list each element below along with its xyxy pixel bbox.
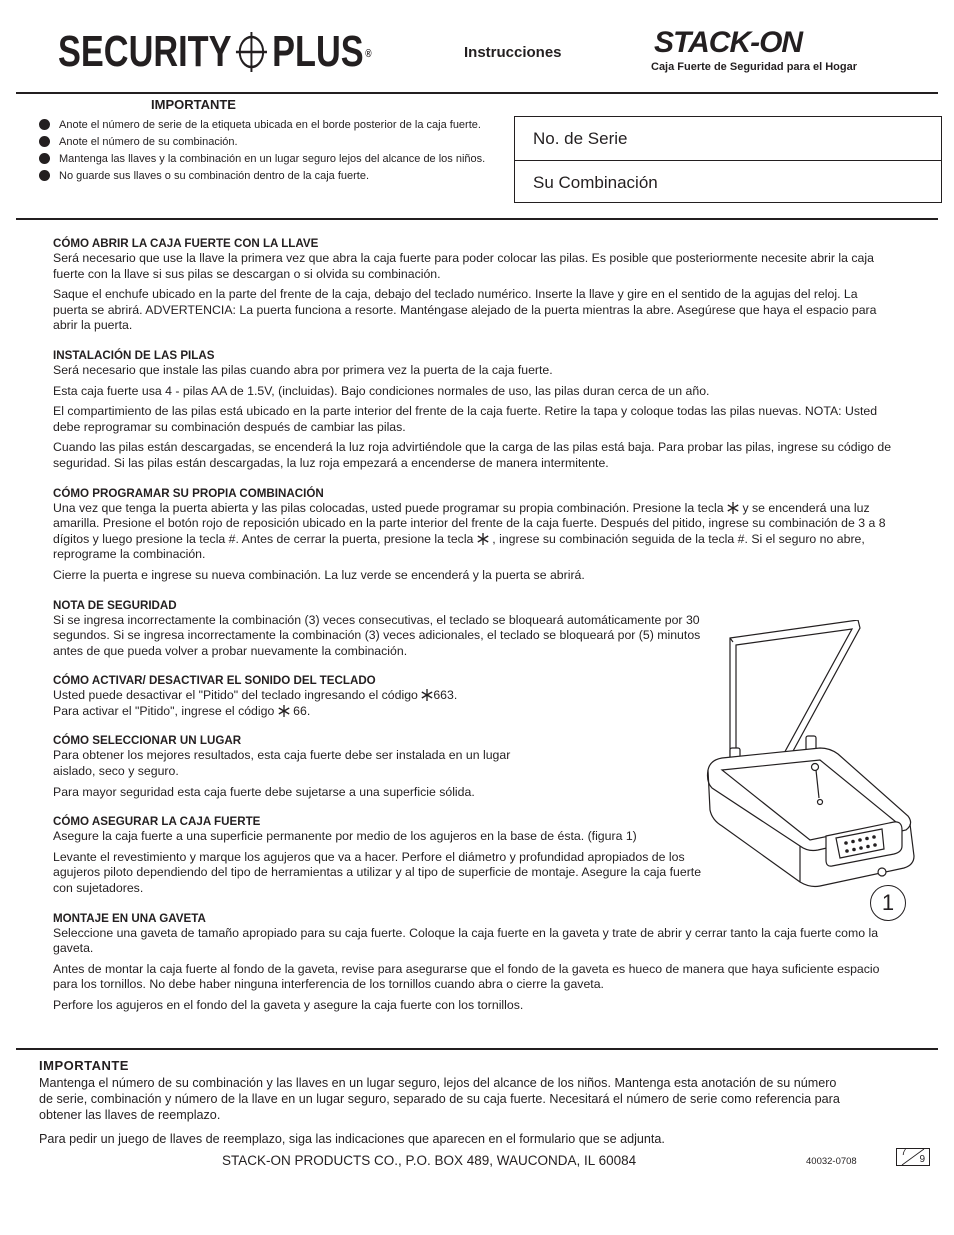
section-title: CÓMO SELECCIONAR UN LUGAR bbox=[53, 734, 242, 748]
asterisk-key-icon bbox=[477, 533, 489, 545]
paragraph: Para obtener los mejores resultados, esta caja fuerte debe ser instalada en un lugar aislado, seco y seguro. bbox=[53, 748, 511, 779]
figure-number: 1 bbox=[870, 885, 906, 921]
paragraph: Saque el enchufe ubicado en la parte del frente de la caja, debajo del teclado numérico. Inserte la llave y gire en el sentido de la agujas del reloj. La puerta se abrirá. ADVERTENCIA: La puerta funciona a resorte. Manténgase alejado de la puerta mientras la abre. Asegúrese que haya el espacio para abrir la puerta. bbox=[53, 287, 877, 333]
paragraph: Cierre la puerta e ingrese su nueva combinación. La luz verde se encenderá y la puerta se abrirá. bbox=[53, 567, 585, 582]
paragraph: Asegure la caja fuerte a una superficie permanente por medio de los agujeros en la base de ésta. (figura 1) bbox=[53, 829, 637, 844]
bullet-icon bbox=[39, 136, 50, 147]
page-total: 9 bbox=[919, 1154, 925, 1165]
paragraph: Cuando las pilas están descargadas, se encenderá la luz roja advirtiéndole que la carga de las pilas está baja. Para probar las pilas, ingrese su código de seguridad. Si las pilas están descargadas, la luz roja empezará a encenderse de manera intermitente. bbox=[53, 440, 892, 470]
combination-field[interactable]: Su Combinación bbox=[515, 160, 941, 203]
safe-illustration bbox=[700, 620, 918, 920]
page-title: Instrucciones bbox=[464, 44, 562, 61]
paragraph: Para mayor seguridad esta caja fuerte debe sujetarse a una superficie sólida. bbox=[53, 784, 475, 799]
paragraph: Levante el revestimiento y marque los agujeros que va a hacer. Perfore el diámetro y profundidad apropiados de los agujeros piloto dependiendo del tipo de herramientas a utilizar y al tipo de superficie de montaje. Asegure la caja fuerte con sujetadores. bbox=[53, 849, 702, 896]
paragraph: Para pedir un juego de llaves de reemplazo, siga las indicaciones que aparecen en el formulario que se adjunta. bbox=[39, 1132, 665, 1146]
security-plus-logo bbox=[58, 27, 372, 76]
asterisk-key-icon bbox=[278, 705, 290, 717]
asterisk-key-icon bbox=[727, 502, 739, 514]
page-indicator bbox=[896, 1148, 930, 1166]
section-title: NOTA DE SEGURIDAD bbox=[53, 598, 177, 612]
footer-divider bbox=[16, 1048, 938, 1050]
paragraph: El compartimiento de las pilas está ubicado en la parte interior del frente de la caja fuerte. Retire la tapa y coloque todas las pilas nuevas. NOTA: Usted debe reprogramar su combinación después de cambiar las pilas. bbox=[53, 404, 878, 434]
registered-mark: ® bbox=[365, 48, 372, 60]
paragraph: Perfore los agujeros en el fondo del la gaveta y asegure la caja fuerte con los tornillos. bbox=[53, 998, 524, 1012]
asterisk-key-icon bbox=[421, 689, 433, 701]
list-item: No guarde sus llaves o su combinación dentro de la caja fuerte. bbox=[39, 169, 489, 183]
section-title: INSTALACIÓN DE LAS PILAS bbox=[53, 348, 215, 362]
bullet-icon bbox=[39, 153, 50, 164]
section-divider bbox=[16, 218, 938, 220]
paragraph: Una vez que tenga la puerta abierta y las pilas colocadas, usted puede programar su propia combinación. Presione la tecla y se encenderá una luz amarilla. Presione el botón rojo de reposición ubicado en la parte interior del frente de la caja fuerte. Después del pitido, ingrese su combinación de 3 a 8 dígitos y luego presione la tecla #. Antes de cerrar la puerta, presione la tecla , ingrese su combinación seguida de la tecla #. Si el seguro no abre, reprograme la combinación. bbox=[53, 500, 886, 562]
paragraph: Antes de montar la caja fuerte al fondo de la gaveta, revise para asegurarse que el fondo de la gaveta es hueco de manera que haya suficiente espacio para los tornillos. No debe haber ninguna interferencia de los tornillos cuando abra o cierre la gaveta. bbox=[53, 961, 880, 992]
logo-right-text: PLUS bbox=[272, 27, 364, 76]
list-item: Anote el número de su combinación. bbox=[39, 135, 489, 149]
section-title: CÓMO PROGRAMAR SU PROPIA COMBINACIÓN bbox=[53, 486, 324, 500]
paragraph: Será necesario que use la llave la primera vez que abra la caja fuerte para poder colocar las pilas. Es posible que posteriormente necesite abrir la caja fuerte con la llave si sus pilas se descargan o si olvida su combinación. bbox=[53, 251, 874, 281]
important-title: IMPORTANTE bbox=[151, 97, 236, 112]
paragraph: Será necesario que instale las pilas cuando abra por primera vez la puerta de la caja fuerte. bbox=[53, 362, 553, 377]
stack-on-logo: STACK-ON bbox=[654, 26, 803, 59]
page-number: 7 bbox=[901, 1147, 907, 1158]
important-list bbox=[39, 118, 489, 186]
paragraph: Esta caja fuerte usa 4 - pilas AA de 1.5V, (incluidas). Bajo condiciones normales de uso, las pilas duran cerca de un año. bbox=[53, 383, 710, 398]
logo-left-text: SECURITY bbox=[58, 27, 232, 76]
paragraph: Si se ingresa incorrectamente la combinación (3) veces consecutivas, el teclado se bloqueará automáticamente por 30 segundos. Si se ingresa incorrectamente la combinación (3) veces adicionales, el teclado se bloqueará por (5) minutos antes de que pueda volver a probar nuevamente la combinación. bbox=[53, 612, 701, 658]
document-code: 40032-0708 bbox=[806, 1156, 857, 1167]
serial-number-field[interactable]: No. de Serie bbox=[533, 129, 628, 148]
paragraph: Usted puede desactivar el "Pitido" del teclado ingresando el código 663. Para activar el "Pitido", ingrese el código 66. bbox=[53, 688, 458, 718]
section-title: CÓMO ACTIVAR/ DESACTIVAR EL SONIDO DEL TECLADO bbox=[53, 674, 376, 688]
section-title: MONTAJE EN UNA GAVETA bbox=[53, 911, 206, 925]
paragraph: Mantenga el número de su combinación y las llaves en un lugar seguro, lejos del alcance de los niños. Mantenga esta anotación de su número de serie, combinación y número de la llave en un lugar seguro, separado de su caja fuerte. Necesitará el número de serie como referencia para obtener las llaves de reemplazo. bbox=[39, 1076, 840, 1122]
list-item: Anote el número de serie de la etiqueta ubicada en el borde posterior de la caja fuerte. bbox=[39, 118, 489, 132]
company-address: STACK-ON PRODUCTS CO., P.O. BOX 489, WAUCONDA, IL 60084 bbox=[222, 1153, 637, 1168]
bullet-icon bbox=[39, 170, 50, 181]
bullet-icon bbox=[39, 119, 50, 130]
crosshair-icon bbox=[236, 32, 267, 72]
record-box bbox=[514, 116, 942, 203]
section-title: CÓMO ASEGURAR LA CAJA FUERTE bbox=[53, 815, 261, 829]
brand-subtitle: Caja Fuerte de Seguridad para el Hogar bbox=[651, 61, 858, 73]
section-title: CÓMO ABRIR LA CAJA FUERTE CON LA LLAVE bbox=[53, 237, 319, 250]
footer-important-title: IMPORTANTE bbox=[39, 1058, 129, 1073]
paragraph: Seleccione una gaveta de tamaño apropiado para su caja fuerte. Coloque la caja fuerte en la gaveta y trate de abrir y cerrar tanto la caja fuerte como la gaveta. bbox=[53, 925, 879, 956]
header-divider bbox=[16, 92, 938, 94]
footer-text bbox=[39, 1075, 849, 1155]
list-item: Mantenga las llaves y la combinación en un lugar seguro lejos del alcance de los niños. bbox=[39, 152, 489, 166]
